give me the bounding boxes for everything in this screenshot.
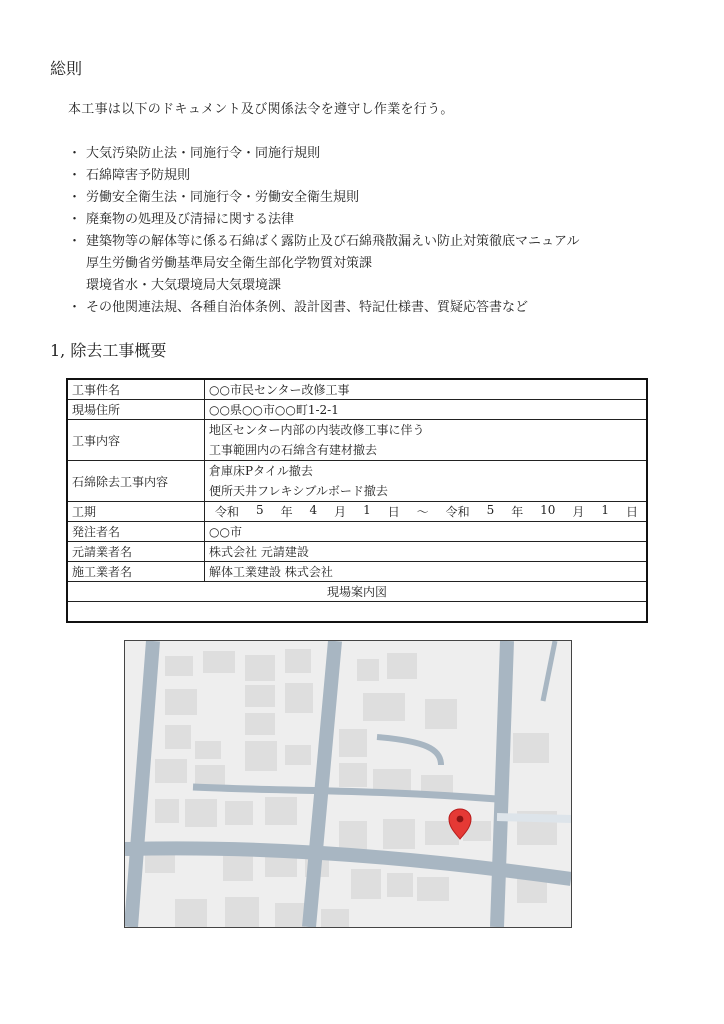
project-name-label: 工事件名 <box>67 379 205 400</box>
table-row <box>67 379 647 400</box>
table-row <box>67 542 647 562</box>
intro-text: 本工事は以下のドキュメント及び関係法令を遵守し作業を行う。 <box>68 102 454 117</box>
site-map[interactable] <box>124 640 572 928</box>
contractor-label: 施工業者名 <box>67 562 205 582</box>
map-cell <box>67 602 647 623</box>
removal-label: 石綿除去工事内容 <box>67 461 205 502</box>
table-row <box>67 522 647 542</box>
section-heading-general: 総則 <box>50 59 83 78</box>
list-item: ・ その他関連法規、各種自治体条例、設計図書、特記仕様書、質疑応答書など <box>72 297 692 319</box>
table-row <box>67 582 647 602</box>
list-item: ・ 廃棄物の処理及び清掃に関する法律 <box>72 209 692 231</box>
site-address: ○○県○○市○○町1-2-1 <box>205 400 648 420</box>
table-row <box>67 461 647 502</box>
list-item: ・ 石綿障害予防規則 <box>72 165 692 187</box>
removal-content: 倉庫床Pタイル撤去 便所天井フレキシブルボード撤去 <box>205 461 648 502</box>
map-graphic <box>125 641 571 927</box>
project-name: ○○市民センター改修工事 <box>205 379 648 400</box>
table-row <box>67 562 647 582</box>
work-content: 地区センター内部の内装改修工事に伴う 工事範囲内の石綿含有建材撤去 <box>205 420 648 461</box>
site-address-label: 現場住所 <box>67 400 205 420</box>
list-item: ・ 建築物等の解体等に係る石綿ばく露防止及び石綿飛散漏えい防止対策徹底マニュアル 厚生労働省労働基準局安全衛生部化学物質対策課 環境省水・大気環境局大気環境課 <box>72 231 692 297</box>
table-row <box>67 602 647 623</box>
table-row <box>67 420 647 461</box>
map-caption: 現場案内図 <box>67 582 647 602</box>
list-item: ・ 大気汚染防止法・同施行令・同施行規則 <box>72 143 692 165</box>
prime-contractor-label: 元請業者名 <box>67 542 205 562</box>
table-row <box>67 400 647 420</box>
law-list <box>72 143 692 319</box>
section-heading-overview: 1, 除去工事概要 <box>50 341 167 360</box>
list-item: ・ 労働安全衛生法・同施行令・労働安全衛生規則 <box>72 187 692 209</box>
table-row <box>67 502 647 522</box>
period: 令和 5 年 4 月 1 日 ～ 令和 5 年 10 月 1 日 <box>205 502 648 522</box>
overview-table <box>66 378 648 623</box>
contractor: 解体工業建設 株式会社 <box>205 562 648 582</box>
period-label: 工期 <box>67 502 205 522</box>
orderer: ○○市 <box>205 522 648 542</box>
orderer-label: 発注者名 <box>67 522 205 542</box>
prime-contractor: 株式会社 元請建設 <box>205 542 648 562</box>
work-content-label: 工事内容 <box>67 420 205 461</box>
